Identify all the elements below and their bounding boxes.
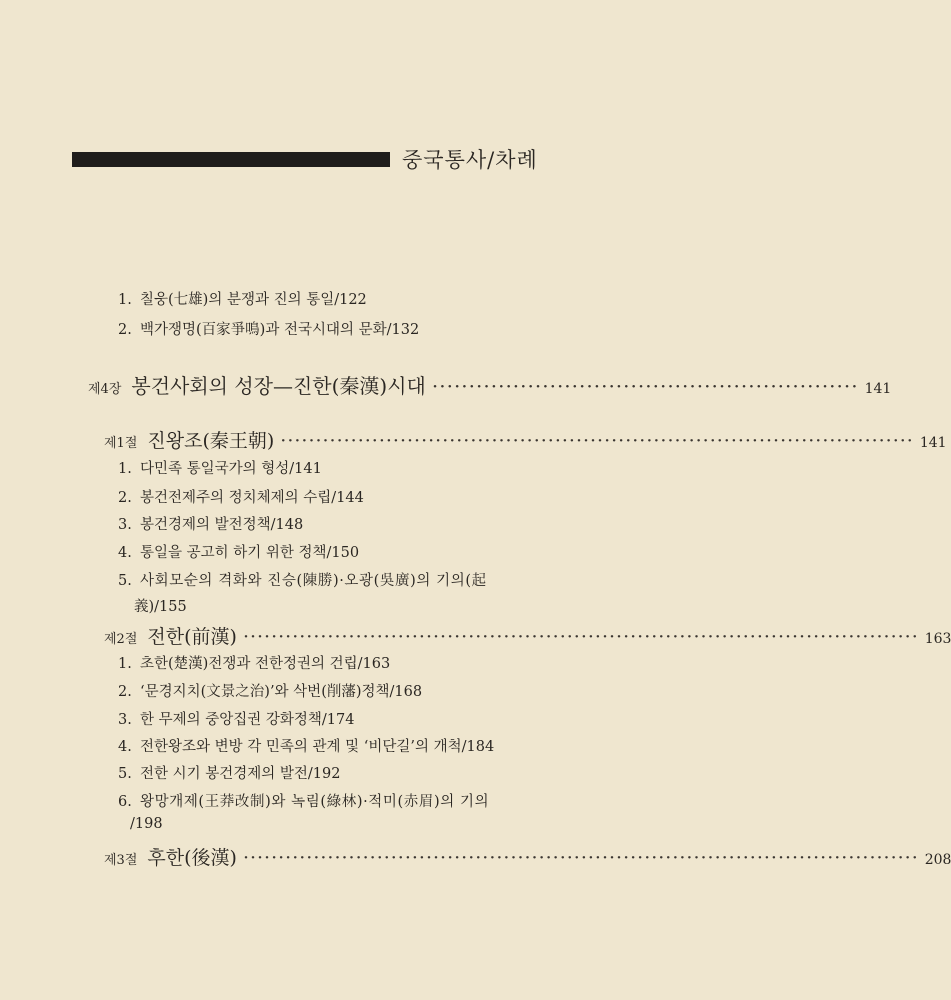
item-text: 다민족 통일국가의 형성/141 (140, 461, 322, 477)
item-text: 전한 시기 봉건경제의 발전/192 (140, 766, 341, 782)
item-number: 2. (118, 322, 132, 338)
item-number: 5. (118, 766, 132, 782)
header-bar (72, 152, 390, 167)
item-text-continued: 義)/155 (134, 599, 187, 615)
item-number: 1. (118, 461, 132, 477)
item-text: 사회모순의 격화와 진승(陳勝)·오광(吳廣)의 기의(起 (140, 573, 487, 589)
item-number: 2. (118, 490, 132, 506)
item-text: 한 무제의 중앙집권 강화정책/174 (140, 712, 355, 728)
toc-item-continuation (134, 595, 187, 616)
item-number: 4. (118, 739, 132, 755)
item-number: 6. (118, 794, 132, 810)
item-text: 전한왕조와 변방 각 민족의 관계 및 ‘비단길’의 개척/184 (140, 739, 495, 755)
page-number: 163 (924, 631, 951, 647)
item-text-continued: /198 (130, 816, 163, 832)
item-text: 통일을 공고히 하기 위한 정책/150 (140, 545, 360, 561)
toc-item[interactable] (118, 680, 422, 701)
item-text: ‘문경지치(文景之治)’와 삭번(削藩)정책/168 (140, 684, 423, 700)
toc-item[interactable] (118, 288, 367, 309)
section-label: 제2절 (104, 632, 138, 647)
item-number: 3. (118, 712, 132, 728)
section-title: 후한(後漢) (147, 847, 237, 869)
chapter-label: 제4장 (88, 382, 122, 397)
toc-section-1[interactable] (104, 426, 947, 453)
toc-item[interactable] (118, 735, 494, 756)
toc-item[interactable] (118, 457, 322, 478)
item-number: 5. (118, 573, 132, 589)
item-text: 백가쟁명(百家爭鳴)과 전국시대의 문화/132 (140, 322, 420, 338)
item-text: 왕망개제(王莽改制)와 녹림(綠林)·적미(赤眉)의 기의 (140, 794, 490, 810)
page-number: 208 (924, 852, 951, 868)
item-text: 봉건전제주의 정치체제의 수립/144 (140, 490, 364, 506)
toc-section-2[interactable] (104, 622, 951, 649)
item-number: 4. (118, 545, 132, 561)
toc-item[interactable] (118, 513, 303, 534)
leader-dots: ·························································· (431, 374, 859, 398)
page-number: 141 (919, 435, 947, 451)
leader-dots: ································································································ (242, 847, 919, 869)
page-number: 141 (864, 381, 892, 397)
item-number: 1. (118, 292, 132, 308)
toc-item[interactable] (118, 790, 489, 811)
item-text: 초한(楚漢)전쟁과 전한정권의 건립/163 (140, 656, 391, 672)
leader-dots: ································································································ (242, 626, 919, 648)
section-label: 제1절 (104, 436, 138, 451)
item-number: 1. (118, 656, 132, 672)
toc-item[interactable] (118, 708, 354, 729)
section-label: 제3절 (104, 853, 138, 868)
toc-section-3[interactable] (104, 843, 951, 870)
section-title: 전한(前漢) (147, 626, 237, 648)
toc-item[interactable] (118, 652, 390, 673)
toc-chapter-4[interactable] (88, 370, 892, 399)
section-title: 진왕조(秦王朝) (147, 430, 275, 452)
item-text: 칠웅(七雄)의 분쟁과 진의 통일/122 (140, 292, 367, 308)
toc-item[interactable] (118, 762, 340, 783)
chapter-title: 봉건사회의 성장—진한(秦漢)시대 (131, 374, 426, 398)
item-text: 봉건경제의 발전정책/148 (140, 517, 304, 533)
leader-dots: ·························································································· (280, 430, 914, 452)
toc-item[interactable] (118, 569, 487, 590)
toc-item[interactable] (118, 486, 364, 507)
toc-item[interactable] (118, 318, 419, 339)
toc-item[interactable] (118, 541, 359, 562)
toc-item-continuation (130, 816, 163, 832)
item-number: 3. (118, 517, 132, 533)
item-number: 2. (118, 684, 132, 700)
running-header-title: 중국통사/차례 (402, 148, 538, 172)
